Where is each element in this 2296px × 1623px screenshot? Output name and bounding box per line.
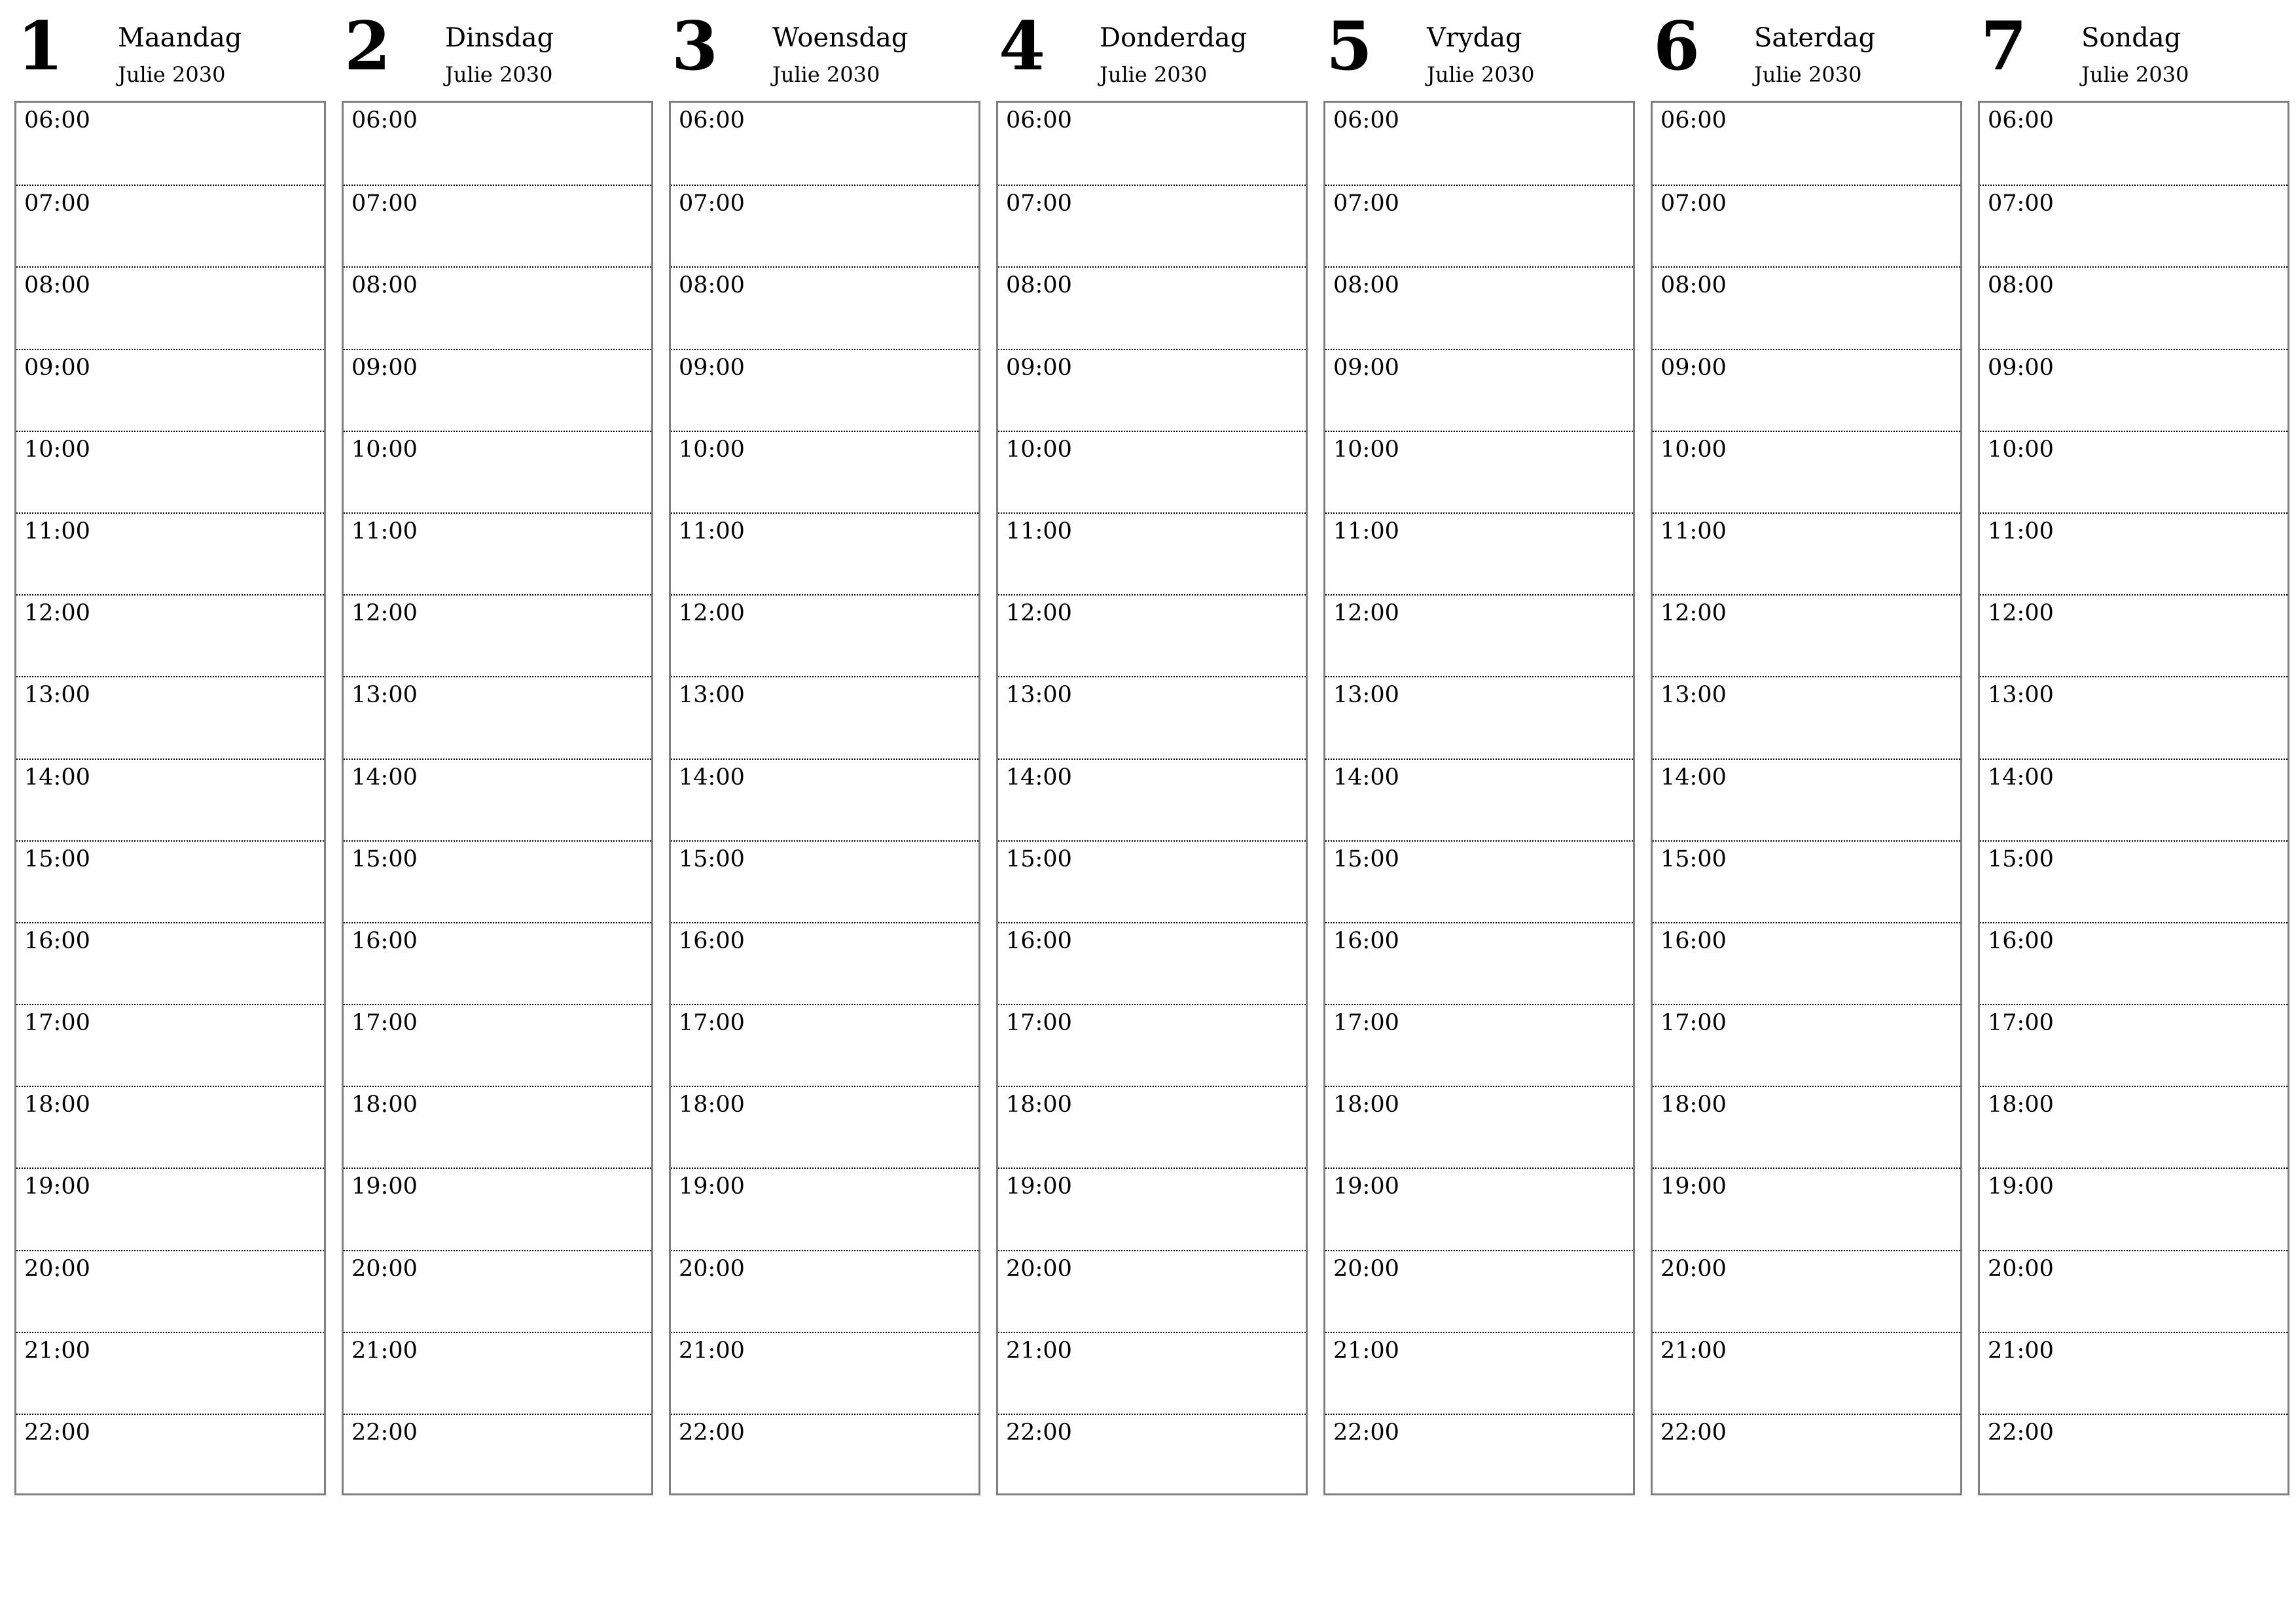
time-slot-label: 09:00: [1006, 354, 1072, 381]
time-slot[interactable]: [344, 1414, 651, 1495]
time-slot-label: 17:00: [1988, 1010, 2054, 1037]
time-slot[interactable]: [998, 1004, 1306, 1086]
time-slot[interactable]: [998, 758, 1306, 840]
day-schedule-box: [1323, 101, 1635, 1495]
time-slot-label: 22:00: [1333, 1419, 1399, 1446]
time-slot[interactable]: [344, 266, 651, 348]
day-schedule-box: [669, 101, 980, 1495]
time-slot-label: 06:00: [1988, 107, 2054, 134]
time-slot-label: 19:00: [679, 1173, 745, 1200]
time-slot[interactable]: [1653, 512, 1960, 594]
day-header: [1978, 0, 2289, 101]
time-slot[interactable]: [1980, 594, 2287, 676]
time-slot-label: 15:00: [1333, 846, 1399, 872]
time-slot-label: 21:00: [24, 1337, 90, 1364]
time-slot-label: 18:00: [679, 1092, 745, 1118]
time-slot-label: 18:00: [1333, 1092, 1399, 1118]
time-slot-label: 11:00: [1660, 518, 1727, 544]
time-slot[interactable]: [671, 1168, 978, 1249]
time-slot-label: 20:00: [24, 1255, 90, 1282]
day-name: Vrydag: [1427, 23, 1522, 53]
time-slot[interactable]: [998, 1332, 1306, 1414]
time-slot[interactable]: [1325, 1414, 1633, 1495]
time-slot-label: 09:00: [351, 354, 418, 381]
time-slot[interactable]: [344, 922, 651, 1004]
time-slot[interactable]: [671, 594, 978, 676]
time-slot[interactable]: [344, 1250, 651, 1332]
time-slot[interactable]: [16, 676, 324, 758]
time-slot-label: 16:00: [1006, 927, 1072, 954]
day-header: [1651, 0, 1962, 101]
time-slot[interactable]: [16, 840, 324, 922]
time-slot-label: 15:00: [1006, 846, 1072, 872]
time-slot-label: 20:00: [1988, 1255, 2054, 1282]
time-slot[interactable]: [344, 1168, 651, 1249]
time-slot-label: 13:00: [1660, 682, 1727, 709]
time-slot[interactable]: [998, 594, 1306, 676]
time-slot-label: 18:00: [1006, 1092, 1072, 1118]
time-slot-label: 10:00: [351, 436, 418, 463]
time-slot-label: 20:00: [351, 1255, 418, 1282]
day-name: Saterdag: [1754, 23, 1876, 53]
time-slot[interactable]: [671, 266, 978, 348]
day-month-label: Julie 2030: [118, 62, 226, 87]
time-slot-label: 21:00: [1333, 1337, 1399, 1364]
time-slot[interactable]: [344, 185, 651, 266]
time-slot[interactable]: [1653, 431, 1960, 512]
time-slot-label: 12:00: [1660, 600, 1727, 627]
time-slot[interactable]: [344, 758, 651, 840]
day-month-label: Julie 2030: [1100, 62, 1208, 87]
time-slot-label: 10:00: [1333, 436, 1399, 463]
time-slot[interactable]: [671, 512, 978, 594]
time-slot[interactable]: [998, 1250, 1306, 1332]
time-slot[interactable]: [344, 676, 651, 758]
time-slot-label: 13:00: [1333, 682, 1399, 709]
time-slot-label: 15:00: [1660, 846, 1727, 872]
time-slot[interactable]: [998, 676, 1306, 758]
time-slot[interactable]: [671, 103, 978, 185]
time-slot[interactable]: [1325, 922, 1633, 1004]
time-slot-label: 22:00: [24, 1419, 90, 1446]
day-name: Donderdag: [1100, 23, 1247, 53]
time-slot-label: 14:00: [1660, 764, 1727, 791]
time-slot-label: 13:00: [1988, 682, 2054, 709]
time-slot-label: 08:00: [1660, 272, 1727, 299]
time-slot-label: 06:00: [1006, 107, 1072, 134]
time-slot-label: 15:00: [679, 846, 745, 872]
time-slot[interactable]: [1325, 1086, 1633, 1168]
time-slot-label: 09:00: [1660, 354, 1727, 381]
time-slot-label: 10:00: [1660, 436, 1727, 463]
day-column: [1323, 0, 1635, 1499]
time-slot[interactable]: [16, 594, 324, 676]
day-header: [669, 0, 980, 101]
time-slot-label: 18:00: [1988, 1092, 2054, 1118]
time-slot[interactable]: [1980, 431, 2287, 512]
time-slot[interactable]: [671, 185, 978, 266]
time-slot-label: 20:00: [1660, 1255, 1727, 1282]
time-slot[interactable]: [344, 1332, 651, 1414]
time-slot[interactable]: [671, 1086, 978, 1168]
time-slot-label: 09:00: [1333, 354, 1399, 381]
time-slot-label: 16:00: [24, 927, 90, 954]
day-column: [1651, 0, 1962, 1499]
time-slot-label: 07:00: [679, 190, 745, 217]
time-slot[interactable]: [16, 922, 324, 1004]
weekly-planner: [14, 0, 2284, 1499]
day-month-label: Julie 2030: [1427, 62, 1535, 87]
day-header: [996, 0, 1308, 101]
time-slot-label: 17:00: [351, 1010, 418, 1037]
time-slot-label: 20:00: [1006, 1255, 1072, 1282]
time-slot-label: 07:00: [1660, 190, 1727, 217]
time-slot-label: 19:00: [1333, 1173, 1399, 1200]
time-slot[interactable]: [1980, 840, 2287, 922]
time-slot-label: 14:00: [1988, 764, 2054, 791]
time-slot[interactable]: [1653, 1414, 1960, 1495]
time-slot[interactable]: [1325, 349, 1633, 431]
time-slot-label: 07:00: [1333, 190, 1399, 217]
time-slot-label: 11:00: [1006, 518, 1072, 544]
time-slot[interactable]: [671, 1250, 978, 1332]
time-slot[interactable]: [1653, 103, 1960, 185]
time-slot-label: 20:00: [1333, 1255, 1399, 1282]
time-slot[interactable]: [16, 349, 324, 431]
time-slot-label: 08:00: [1988, 272, 2054, 299]
time-slot-label: 14:00: [1006, 764, 1072, 791]
time-slot[interactable]: [1980, 676, 2287, 758]
time-slot-label: 21:00: [1660, 1337, 1727, 1364]
time-slot[interactable]: [671, 349, 978, 431]
time-slot-label: 21:00: [1988, 1337, 2054, 1364]
time-slot-label: 15:00: [24, 846, 90, 872]
time-slot-label: 10:00: [24, 436, 90, 463]
time-slot-label: 19:00: [1660, 1173, 1727, 1200]
time-slot[interactable]: [1325, 1250, 1633, 1332]
time-slot-label: 13:00: [679, 682, 745, 709]
time-slot[interactable]: [1325, 185, 1633, 266]
time-slot[interactable]: [1325, 676, 1633, 758]
time-slot[interactable]: [344, 103, 651, 185]
time-slot[interactable]: [1325, 1004, 1633, 1086]
time-slot[interactable]: [344, 594, 651, 676]
time-slot[interactable]: [1980, 1004, 2287, 1086]
day-column: [1978, 0, 2289, 1499]
time-slot[interactable]: [998, 1086, 1306, 1168]
time-slot-label: 07:00: [1006, 190, 1072, 217]
time-slot[interactable]: [1980, 266, 2287, 348]
time-slot-label: 14:00: [24, 764, 90, 791]
time-slot-label: 14:00: [679, 764, 745, 791]
time-slot[interactable]: [16, 1414, 324, 1495]
time-slot-label: 09:00: [679, 354, 745, 381]
day-number: 4: [999, 7, 1045, 86]
time-slot[interactable]: [998, 349, 1306, 431]
time-slot-label: 14:00: [1333, 764, 1399, 791]
time-slot[interactable]: [1653, 922, 1960, 1004]
time-slot[interactable]: [1653, 266, 1960, 348]
time-slot[interactable]: [16, 431, 324, 512]
time-slot-label: 06:00: [1333, 107, 1399, 134]
time-slot-label: 17:00: [1660, 1010, 1727, 1037]
time-slot-label: 10:00: [1988, 436, 2054, 463]
time-slot-label: 16:00: [351, 927, 418, 954]
day-number: 5: [1326, 7, 1372, 86]
time-slot[interactable]: [998, 922, 1306, 1004]
time-slot-label: 07:00: [1988, 190, 2054, 217]
time-slot-label: 12:00: [351, 600, 418, 627]
time-slot-label: 18:00: [1660, 1092, 1727, 1118]
time-slot[interactable]: [1325, 758, 1633, 840]
time-slot-label: 22:00: [679, 1419, 745, 1446]
time-slot[interactable]: [344, 512, 651, 594]
time-slot[interactable]: [671, 1332, 978, 1414]
time-slot-label: 06:00: [351, 107, 418, 134]
time-slot-label: 09:00: [24, 354, 90, 381]
time-slot[interactable]: [1653, 594, 1960, 676]
time-slot[interactable]: [1980, 1168, 2287, 1249]
time-slot-label: 12:00: [1333, 600, 1399, 627]
day-header: [342, 0, 653, 101]
day-schedule-box: [1978, 101, 2289, 1495]
day-month-label: Julie 2030: [1754, 62, 1862, 87]
time-slot[interactable]: [998, 431, 1306, 512]
time-slot-label: 18:00: [24, 1092, 90, 1118]
time-slot[interactable]: [671, 676, 978, 758]
day-column: [14, 0, 326, 1499]
time-slot[interactable]: [1980, 349, 2287, 431]
day-month-label: Julie 2030: [2081, 62, 2189, 87]
time-slot-label: 20:00: [679, 1255, 745, 1282]
time-slot[interactable]: [16, 103, 324, 185]
time-slot[interactable]: [671, 922, 978, 1004]
time-slot[interactable]: [16, 185, 324, 266]
day-header: [1323, 0, 1635, 101]
time-slot-label: 12:00: [679, 600, 745, 627]
time-slot-label: 10:00: [1006, 436, 1072, 463]
time-slot-label: 11:00: [1988, 518, 2054, 544]
time-slot[interactable]: [1980, 1250, 2287, 1332]
time-slot-label: 13:00: [24, 682, 90, 709]
day-month-label: Julie 2030: [445, 62, 553, 87]
day-column: [342, 0, 653, 1499]
time-slot[interactable]: [1653, 185, 1960, 266]
time-slot-label: 08:00: [24, 272, 90, 299]
time-slot[interactable]: [16, 1086, 324, 1168]
time-slot[interactable]: [16, 1250, 324, 1332]
time-slot-label: 16:00: [1660, 927, 1727, 954]
time-slot[interactable]: [998, 512, 1306, 594]
time-slot[interactable]: [1325, 594, 1633, 676]
time-slot[interactable]: [344, 840, 651, 922]
time-slot-label: 13:00: [1006, 682, 1072, 709]
time-slot[interactable]: [998, 1414, 1306, 1495]
time-slot[interactable]: [1325, 840, 1633, 922]
day-column: [669, 0, 980, 1499]
time-slot-label: 11:00: [1333, 518, 1399, 544]
time-slot-label: 11:00: [24, 518, 90, 544]
time-slot-label: 11:00: [351, 518, 418, 544]
time-slot-label: 12:00: [1988, 600, 2054, 627]
time-slot[interactable]: [1980, 922, 2287, 1004]
time-slot[interactable]: [1653, 1086, 1960, 1168]
time-slot-label: 22:00: [351, 1419, 418, 1446]
time-slot-label: 18:00: [351, 1092, 418, 1118]
time-slot-label: 12:00: [24, 600, 90, 627]
time-slot-label: 07:00: [24, 190, 90, 217]
time-slot[interactable]: [1653, 840, 1960, 922]
time-slot-label: 15:00: [351, 846, 418, 872]
time-slot-label: 08:00: [351, 272, 418, 299]
time-slot[interactable]: [1653, 676, 1960, 758]
time-slot[interactable]: [1980, 758, 2287, 840]
day-schedule-box: [1651, 101, 1962, 1495]
time-slot[interactable]: [1653, 1168, 1960, 1249]
time-slot-label: 07:00: [351, 190, 418, 217]
time-slot-label: 17:00: [1006, 1010, 1072, 1037]
time-slot[interactable]: [671, 1414, 978, 1495]
time-slot-label: 17:00: [679, 1010, 745, 1037]
time-slot[interactable]: [671, 840, 978, 922]
time-slot[interactable]: [1980, 103, 2287, 185]
time-slot[interactable]: [671, 1004, 978, 1086]
time-slot[interactable]: [998, 840, 1306, 922]
time-slot-label: 13:00: [351, 682, 418, 709]
time-slot[interactable]: [16, 1168, 324, 1249]
time-slot[interactable]: [671, 431, 978, 512]
time-slot[interactable]: [344, 1004, 651, 1086]
time-slot-label: 08:00: [1006, 272, 1072, 299]
time-slot-label: 16:00: [1988, 927, 2054, 954]
time-slot[interactable]: [1653, 758, 1960, 840]
time-slot[interactable]: [16, 1004, 324, 1086]
time-slot[interactable]: [344, 349, 651, 431]
time-slot[interactable]: [998, 1168, 1306, 1249]
time-slot[interactable]: [998, 266, 1306, 348]
time-slot-label: 16:00: [1333, 927, 1399, 954]
day-name: Sondag: [2081, 23, 2181, 53]
time-slot-label: 22:00: [1988, 1419, 2054, 1446]
day-number: 2: [344, 7, 391, 86]
time-slot-label: 06:00: [24, 107, 90, 134]
time-slot[interactable]: [16, 512, 324, 594]
day-name: Woensdag: [772, 23, 908, 53]
day-name: Maandag: [118, 23, 242, 53]
time-slot-label: 12:00: [1006, 600, 1072, 627]
time-slot-label: 14:00: [351, 764, 418, 791]
time-slot[interactable]: [1653, 1004, 1960, 1086]
time-slot[interactable]: [1653, 349, 1960, 431]
time-slot-label: 19:00: [1006, 1173, 1072, 1200]
time-slot[interactable]: [998, 103, 1306, 185]
time-slot[interactable]: [16, 758, 324, 840]
time-slot[interactable]: [1325, 1168, 1633, 1249]
time-slot[interactable]: [1980, 185, 2287, 266]
day-header: [14, 0, 326, 101]
time-slot[interactable]: [1980, 512, 2287, 594]
time-slot[interactable]: [1653, 1332, 1960, 1414]
time-slot-label: 22:00: [1006, 1419, 1072, 1446]
time-slot[interactable]: [1325, 266, 1633, 348]
day-number: 1: [17, 7, 63, 86]
time-slot[interactable]: [344, 431, 651, 512]
time-slot-label: 17:00: [24, 1010, 90, 1037]
day-schedule-box: [996, 101, 1308, 1495]
time-slot[interactable]: [1980, 1332, 2287, 1414]
time-slot[interactable]: [1325, 512, 1633, 594]
time-slot[interactable]: [16, 266, 324, 348]
time-slot-label: 21:00: [351, 1337, 418, 1364]
time-slot[interactable]: [1325, 103, 1633, 185]
day-number: 6: [1653, 7, 1700, 86]
time-slot-label: 16:00: [679, 927, 745, 954]
time-slot-label: 08:00: [679, 272, 745, 299]
time-slot-label: 22:00: [1660, 1419, 1727, 1446]
time-slot-label: 10:00: [679, 436, 745, 463]
time-slot-label: 06:00: [1660, 107, 1727, 134]
time-slot-label: 21:00: [679, 1337, 745, 1364]
day-schedule-box: [342, 101, 653, 1495]
time-slot[interactable]: [1980, 1414, 2287, 1495]
time-slot[interactable]: [1653, 1250, 1960, 1332]
time-slot-label: 06:00: [679, 107, 745, 134]
time-slot-label: 08:00: [1333, 272, 1399, 299]
time-slot-label: 09:00: [1988, 354, 2054, 381]
day-month-label: Julie 2030: [772, 62, 880, 87]
time-slot-label: 15:00: [1988, 846, 2054, 872]
time-slot[interactable]: [344, 1086, 651, 1168]
time-slot[interactable]: [1325, 1332, 1633, 1414]
time-slot[interactable]: [1325, 431, 1633, 512]
time-slot-label: 19:00: [351, 1173, 418, 1200]
time-slot-label: 19:00: [1988, 1173, 2054, 1200]
time-slot-label: 11:00: [679, 518, 745, 544]
time-slot[interactable]: [1980, 1086, 2287, 1168]
time-slot-label: 21:00: [1006, 1337, 1072, 1364]
time-slot[interactable]: [671, 758, 978, 840]
day-number: 7: [1981, 7, 2027, 86]
day-number: 3: [672, 7, 718, 86]
time-slot-label: 17:00: [1333, 1010, 1399, 1037]
day-column: [996, 0, 1308, 1499]
time-slot[interactable]: [998, 185, 1306, 266]
day-name: Dinsdag: [445, 23, 554, 53]
day-schedule-box: [14, 101, 326, 1495]
time-slot[interactable]: [16, 1332, 324, 1414]
time-slot-label: 19:00: [24, 1173, 90, 1200]
